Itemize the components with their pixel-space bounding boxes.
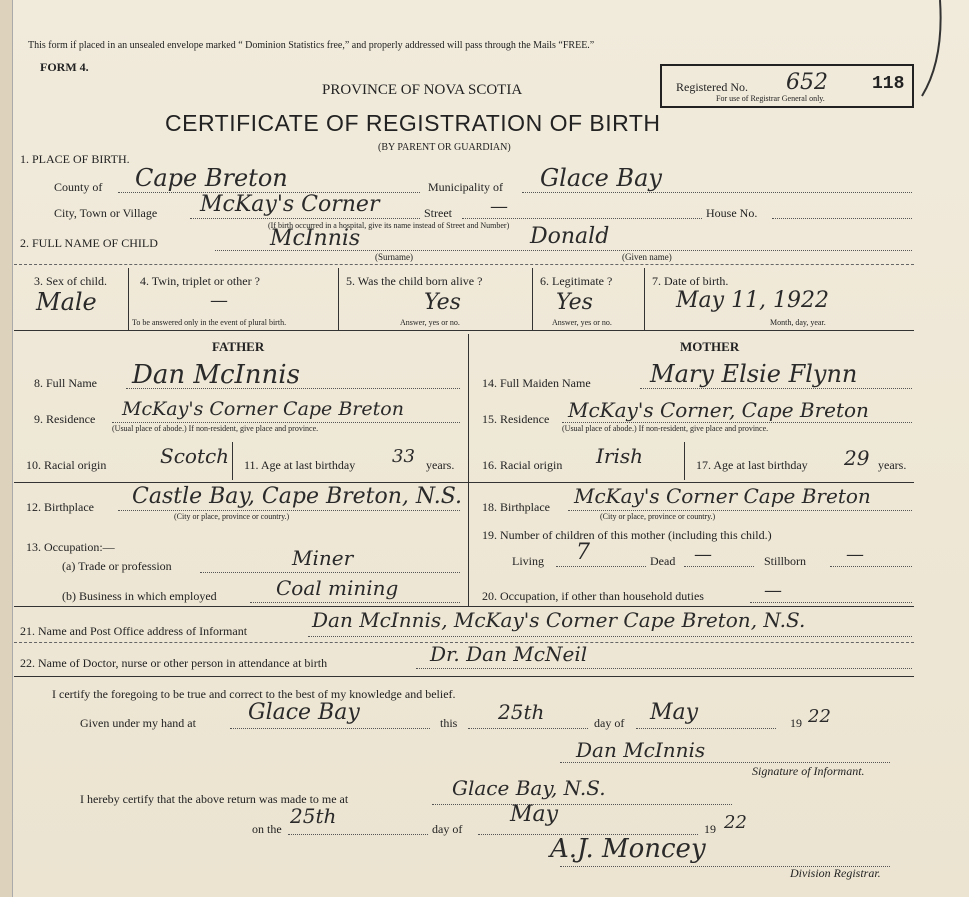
mother-residence: McKay's Corner, Cape Breton bbox=[568, 398, 869, 422]
children-count-label: 19. Number of children of this mother (including this child.) bbox=[482, 528, 772, 542]
legitimate-note: Answer, yes or no. bbox=[552, 318, 612, 327]
sex-value: Male bbox=[36, 288, 97, 316]
left-binding-strip bbox=[0, 0, 13, 897]
doctor-label: 22. Name of Doctor, nurse or other person in attendance at birth bbox=[20, 656, 328, 670]
place-section-label: 1. PLACE OF BIRTH. bbox=[20, 152, 130, 166]
mother-race: Irish bbox=[596, 444, 644, 468]
on-the-label: on the bbox=[252, 822, 282, 836]
form-number: FORM 4. bbox=[40, 60, 89, 74]
street-value: — bbox=[490, 196, 508, 217]
father-residence-note: (Usual place of abode.) If non-resident, give place and province. bbox=[112, 424, 319, 433]
dead-label: Dead bbox=[650, 554, 676, 568]
father-trade: Miner bbox=[292, 546, 354, 570]
municipality-label: Municipality of bbox=[428, 180, 503, 194]
house-label: House No. bbox=[706, 206, 758, 220]
father-residence: McKay's Corner Cape Breton bbox=[122, 398, 404, 420]
this-label: this bbox=[440, 716, 458, 730]
twin-note: To be answered only in the event of plural birth. bbox=[132, 318, 287, 327]
city-label: City, Town or Village bbox=[54, 206, 158, 220]
legitimate-label: 6. Legitimate ? bbox=[540, 274, 613, 288]
child-surname: McInnis bbox=[270, 226, 361, 251]
mother-age-label: 17. Age at last birthday bbox=[696, 458, 808, 472]
father-age: 33 bbox=[392, 446, 415, 467]
twin-label: 4. Twin, triplet or other ? bbox=[140, 274, 260, 288]
registered-label: Registered No. bbox=[676, 80, 748, 94]
living-label: Living bbox=[512, 554, 544, 568]
living-value: 7 bbox=[576, 540, 590, 565]
year-prefix: 19 bbox=[790, 716, 802, 730]
registrar-caption: Division Registrar. bbox=[790, 866, 881, 880]
hospital-note: (If birth occurred in a hospital, give its name instead of Street and Number) bbox=[268, 221, 510, 230]
page-title: CERTIFICATE OF REGISTRATION OF BIRTH bbox=[165, 110, 661, 136]
father-race-label: 10. Racial origin bbox=[26, 458, 107, 472]
informant-label: 21. Name and Post Office address of Informant bbox=[20, 624, 248, 638]
father-business-label: (b) Business in which employed bbox=[62, 589, 217, 603]
mother-residence-label: 15. Residence bbox=[482, 412, 550, 426]
stillborn-value: — bbox=[846, 544, 864, 565]
father-name: Dan McInnis bbox=[132, 360, 300, 390]
subtitle: (BY PARENT OR GUARDIAN) bbox=[378, 142, 511, 153]
return-place: Glace Bay, N.S. bbox=[452, 776, 606, 800]
day-of-label: day of bbox=[594, 716, 625, 730]
sex-label: 3. Sex of child. bbox=[34, 274, 107, 288]
surname-caption: (Surname) bbox=[375, 252, 413, 262]
informant-signature: Dan McInnis bbox=[576, 738, 706, 762]
mother-name: Mary Elsie Flynn bbox=[650, 360, 858, 388]
child-given-name: Donald bbox=[530, 224, 610, 249]
certify-year: 22 bbox=[808, 706, 831, 727]
mother-birthplace: McKay's Corner Cape Breton bbox=[574, 484, 871, 508]
return-day: 25th bbox=[290, 804, 337, 828]
given-name-caption: (Given name) bbox=[622, 252, 672, 262]
child-section-label: 2. FULL NAME OF CHILD bbox=[20, 236, 158, 250]
county-label: County of bbox=[54, 180, 103, 194]
certify-statement: I certify the foregoing to be true and correct to the best of my knowledge and belief. bbox=[52, 687, 456, 701]
year-prefix-2: 19 bbox=[704, 822, 716, 836]
dob-value: May 11, 1922 bbox=[676, 288, 830, 313]
father-race: Scotch bbox=[160, 444, 230, 468]
twin-value: — bbox=[210, 290, 228, 311]
alive-value: Yes bbox=[424, 290, 461, 315]
municipality-value: Glace Bay bbox=[540, 164, 662, 192]
mother-birthplace-label: 18. Birthplace bbox=[482, 500, 550, 514]
certify-month: May bbox=[650, 700, 699, 725]
given-label: Given under my hand at bbox=[80, 716, 196, 730]
father-age-label: 11. Age at last birthday bbox=[244, 458, 356, 472]
father-business: Coal mining bbox=[276, 576, 399, 600]
father-birthplace: Castle Bay, Cape Breton, N.S. bbox=[132, 484, 463, 509]
father-trade-label: (a) Trade or profession bbox=[62, 559, 172, 573]
father-birthplace-note: (City or place, province or country.) bbox=[174, 512, 290, 521]
mother-years: years. bbox=[878, 458, 907, 472]
registered-stamp: 118 bbox=[872, 74, 905, 94]
father-years: years. bbox=[426, 458, 455, 472]
street-label: Street bbox=[424, 206, 452, 220]
registrar-note: For use of Registrar General only. bbox=[716, 94, 825, 103]
alive-label: 5. Was the child born alive ? bbox=[346, 274, 483, 288]
father-heading: FATHER bbox=[212, 339, 265, 354]
city-value: McKay's Corner bbox=[200, 192, 380, 217]
certify-day: 25th bbox=[498, 700, 545, 724]
mother-occupation-label: 20. Occupation, if other than household duties bbox=[482, 589, 704, 603]
pen-stroke-mark bbox=[910, 0, 950, 110]
father-occupation-label: 13. Occupation:— bbox=[26, 540, 115, 554]
dead-value: — bbox=[694, 544, 712, 565]
mother-birthplace-note: (City or place, province or country.) bbox=[600, 512, 716, 521]
doctor-value: Dr. Dan McNeil bbox=[430, 642, 588, 666]
stillborn-label: Stillborn bbox=[764, 554, 807, 568]
given-place: Glace Bay bbox=[248, 700, 360, 725]
registrar-signature: A.J. Moncey bbox=[550, 834, 706, 864]
alive-note: Answer, yes or no. bbox=[400, 318, 460, 327]
province-heading: PROVINCE OF NOVA SCOTIA bbox=[322, 82, 523, 98]
return-month: May bbox=[510, 802, 559, 827]
mail-notice: This form if placed in an unsealed envelope marked “ Dominion Statistics free,” and properly addressed will pass through the Mails “FREE.” bbox=[28, 40, 595, 51]
mother-heading: MOTHER bbox=[680, 339, 740, 354]
dob-note: Month, day, year. bbox=[770, 318, 826, 327]
informant-value: Dan McInnis, McKay's Corner Cape Breton, N.S. bbox=[312, 608, 806, 632]
county-value: Cape Breton bbox=[135, 164, 288, 192]
mother-residence-note: (Usual place of abode.) If non-resident, give place and province. bbox=[562, 424, 769, 433]
mother-age: 29 bbox=[844, 446, 870, 470]
legitimate-value: Yes bbox=[556, 290, 593, 315]
father-name-label: 8. Full Name bbox=[34, 376, 97, 390]
dob-label: 7. Date of birth. bbox=[652, 274, 729, 288]
registered-number: 652 bbox=[786, 70, 828, 95]
mother-race-label: 16. Racial origin bbox=[482, 458, 563, 472]
return-year: 22 bbox=[724, 812, 747, 833]
mother-occupation: — bbox=[764, 580, 782, 601]
father-residence-label: 9. Residence bbox=[34, 412, 96, 426]
mother-name-label: 14. Full Maiden Name bbox=[482, 376, 591, 390]
signature-caption: Signature of Informant. bbox=[752, 764, 865, 778]
father-birthplace-label: 12. Birthplace bbox=[26, 500, 94, 514]
return-label: I hereby certify that the above return was made to me at bbox=[80, 792, 349, 806]
day-of-label-2: day of bbox=[432, 822, 463, 836]
